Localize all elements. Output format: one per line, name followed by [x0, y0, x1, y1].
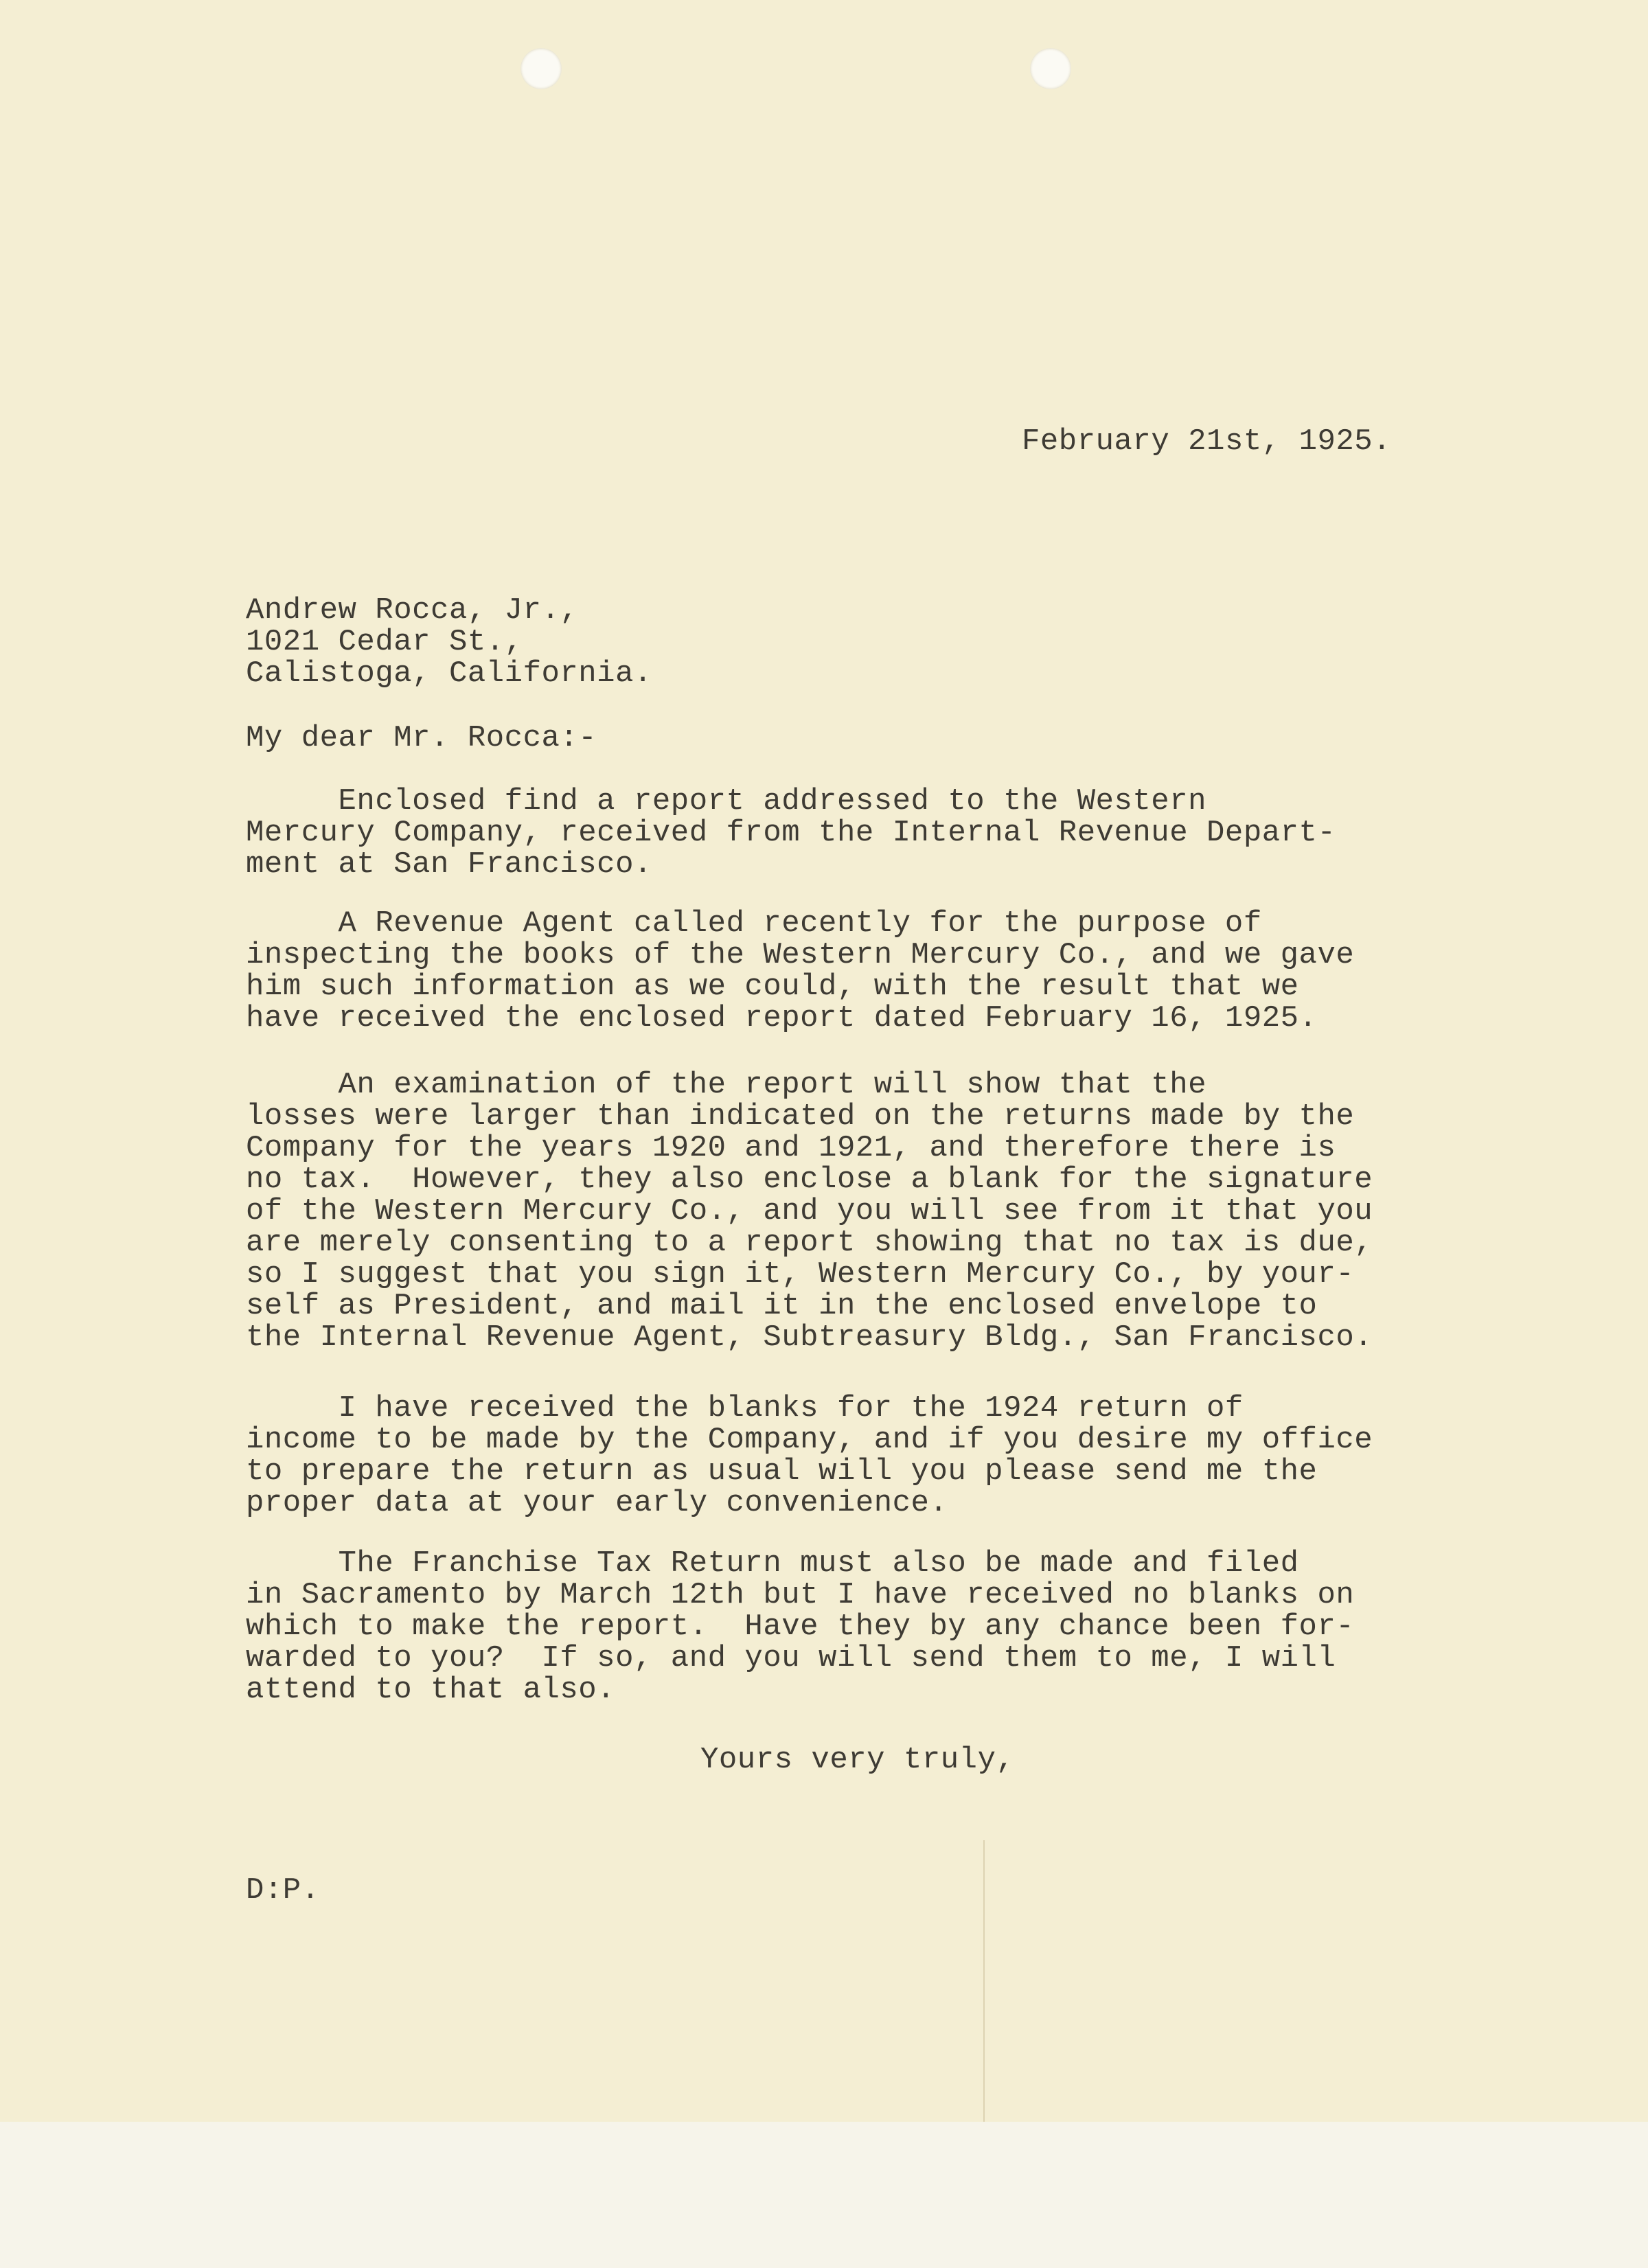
body-line: proper data at your early convenience.	[246, 1486, 948, 1520]
complimentary-close: Yours very truly,	[700, 1743, 1015, 1777]
body-line: attend to that also.	[246, 1673, 616, 1707]
body-line: no tax. However, they also enclose a blank for the signature	[246, 1162, 1373, 1197]
body-line: losses were larger than indicated on the returns made by the	[246, 1099, 1355, 1134]
address-line: 1021 Cedar St.,	[246, 625, 523, 659]
body-line: self as President, and mail it in the enclosed envelope to	[246, 1289, 1318, 1323]
body-line: Enclosed find a report addressed to the Western	[246, 784, 1207, 818]
body-line: of the Western Mercury Co., and you will see from it that you	[246, 1194, 1373, 1228]
paper-fold-mark	[983, 1840, 985, 2129]
body-line: Company for the years 1920 and 1921, and therefore there is	[246, 1131, 1336, 1165]
body-line: which to make the report. Have they by any chance been for-	[246, 1610, 1355, 1644]
body-line: to prepare the return as usual will you please send me the	[246, 1454, 1318, 1489]
body-line: ment at San Francisco.	[246, 847, 652, 882]
punch-hole	[1030, 48, 1071, 89]
body-line: inspecting the books of the Western Mercury Co., and we gave	[246, 938, 1355, 972]
body-line: warded to you? If so, and you will send them to me, I will	[246, 1641, 1336, 1675]
address-line: Calistoga, California.	[246, 656, 652, 691]
body-line: I have received the blanks for the 1924 return of	[246, 1391, 1244, 1425]
body-line: him such information as we could, with the result that we	[246, 970, 1299, 1004]
body-line: income to be made by the Company, and if you desire my office	[246, 1423, 1373, 1457]
body-line: An examination of the report will show that the	[246, 1068, 1207, 1102]
body-line: in Sacramento by March 12th but I have received no blanks on	[246, 1578, 1355, 1612]
body-line: have received the enclosed report dated February 16, 1925.	[246, 1001, 1318, 1035]
typist-initials: D:P.	[246, 1873, 320, 1908]
body-line: The Franchise Tax Return must also be made and filed	[246, 1546, 1299, 1581]
letter-date: February 21st, 1925.	[1022, 424, 1392, 459]
body-line: are merely consenting to a report showing that no tax is due,	[246, 1226, 1373, 1260]
body-line: Mercury Company, received from the Internal Revenue Depart-	[246, 816, 1336, 850]
address-line: Andrew Rocca, Jr.,	[246, 593, 579, 628]
salutation: My dear Mr. Rocca:-	[246, 721, 597, 755]
punch-hole	[520, 48, 562, 89]
body-line: the Internal Revenue Agent, Subtreasury Bldg., San Francisco.	[246, 1320, 1373, 1355]
scan-background	[0, 2122, 1648, 2268]
body-line: A Revenue Agent called recently for the purpose of	[246, 906, 1262, 941]
body-line: so I suggest that you sign it, Western Mercury Co., by your-	[246, 1257, 1355, 1292]
